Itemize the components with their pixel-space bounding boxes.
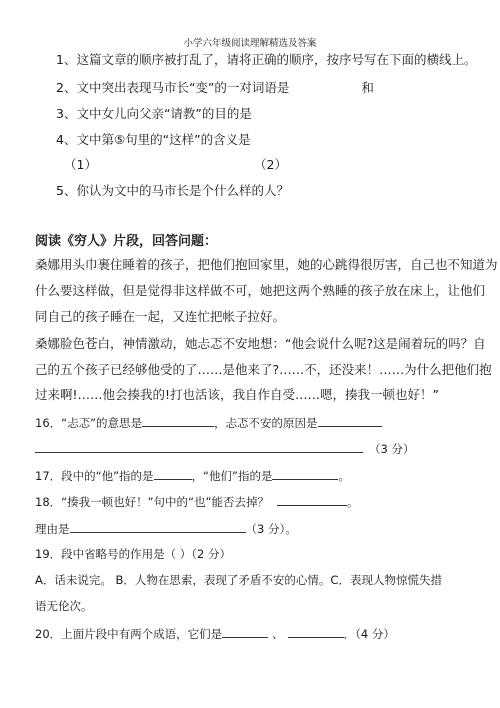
question-20-score: ．（4 分） bbox=[343, 627, 395, 641]
question-18-reason-label: 理由是 bbox=[35, 522, 70, 536]
answer-blank[interactable] bbox=[272, 467, 338, 480]
question-4: 4、文中第⑤句里的“这样”的含义是 bbox=[56, 132, 251, 147]
question-2-text: 2、文中突出表现马市长“变”的一对词语是 bbox=[56, 80, 290, 95]
passage-line: 什么要这样做，但是觉得非这样做不可，她把这两个熟睡的孩子放在床上，让他们 bbox=[35, 283, 486, 298]
answer-blank[interactable] bbox=[154, 467, 192, 480]
question-17-end: 。 bbox=[338, 469, 350, 483]
question-2 bbox=[56, 80, 374, 96]
question-19: 19．段中省略号的作用是（ ）（2 分） bbox=[35, 547, 232, 561]
question-20 bbox=[35, 625, 395, 642]
question-20-text: 20．上面片段中有两个成语，它们是 bbox=[35, 627, 223, 641]
question-17-text-b: ，“他们”指的是 bbox=[191, 469, 273, 483]
answer-blank[interactable] bbox=[35, 440, 363, 453]
question-18-reason bbox=[35, 520, 297, 537]
question-3: 3、文中女儿向父亲“请教”的目的是 bbox=[56, 106, 252, 121]
question-19-options-cont: 语无伦次。 bbox=[35, 599, 93, 613]
question-19-options: A．话未说完。 B．人物在思索，表现了矛盾不安的心情。C．表现人物惊慌失措 bbox=[35, 573, 442, 587]
passage-line: 己的五个孩子已经够他受的了……是他来了?……不，还没来！……为什么把他们抱 bbox=[35, 362, 492, 377]
question-18 bbox=[35, 493, 358, 510]
passage-line: 同自己的孩子睡在一起，又连忙把帐子拉好。 bbox=[35, 309, 286, 324]
question-18-text: 18．“揍我一顿也好！”句中的“也”能否去掉？ bbox=[35, 495, 269, 509]
answer-blank[interactable] bbox=[222, 625, 268, 638]
answer-blank[interactable] bbox=[142, 414, 214, 427]
question-16-text-b: ，忐忑不安的原因是 bbox=[214, 416, 318, 430]
passage-line: 过来啊!……他会揍我的!打也活该，我自作自受……嗯，揍我一顿也好！” bbox=[35, 387, 439, 402]
answer-blank[interactable] bbox=[70, 520, 246, 533]
passage-line: 桑娜用头巾裹住睡着的孩子，把他们抱回家里，她的心跳得很厉害，自己也不知道为 bbox=[35, 257, 498, 272]
question-17 bbox=[35, 467, 350, 484]
question-18-score: （3 分）。 bbox=[245, 522, 297, 536]
answer-blank[interactable] bbox=[277, 493, 347, 506]
question-4-option-1: （1） bbox=[64, 157, 97, 172]
question-5: 5、你认为文中的马市长是个什么样的人？ bbox=[56, 183, 289, 198]
question-17-text: 17．段中的“他”指的是 bbox=[35, 469, 154, 483]
question-4-option-2: （2） bbox=[254, 157, 287, 172]
passage-line: 桑娜脸色苍白，神情激动，她忐忑不安地想：“他会说什么呢?这是闹着玩的吗？自 bbox=[35, 336, 486, 351]
question-2-and: 和 bbox=[361, 80, 374, 95]
question-16-line-2 bbox=[35, 440, 414, 457]
question-18-end: 。 bbox=[346, 495, 359, 509]
question-20-sep: 、 bbox=[272, 627, 284, 641]
question-16-text: 16．“忐忑”的意思是 bbox=[35, 416, 143, 430]
question-1: 1、这篇文章的顺序被打乱了，请将正确的顺序，按序号写在下面的横线上。 bbox=[56, 52, 477, 67]
answer-blank[interactable] bbox=[318, 414, 382, 427]
page-header: 小学六年级阅读理解精选及答案 bbox=[183, 38, 317, 49]
question-16 bbox=[35, 414, 382, 431]
section-title: 阅读《穷人》片段，回答问题： bbox=[35, 234, 218, 249]
question-16-score: （3 分） bbox=[369, 442, 415, 456]
answer-blank[interactable] bbox=[288, 625, 344, 638]
